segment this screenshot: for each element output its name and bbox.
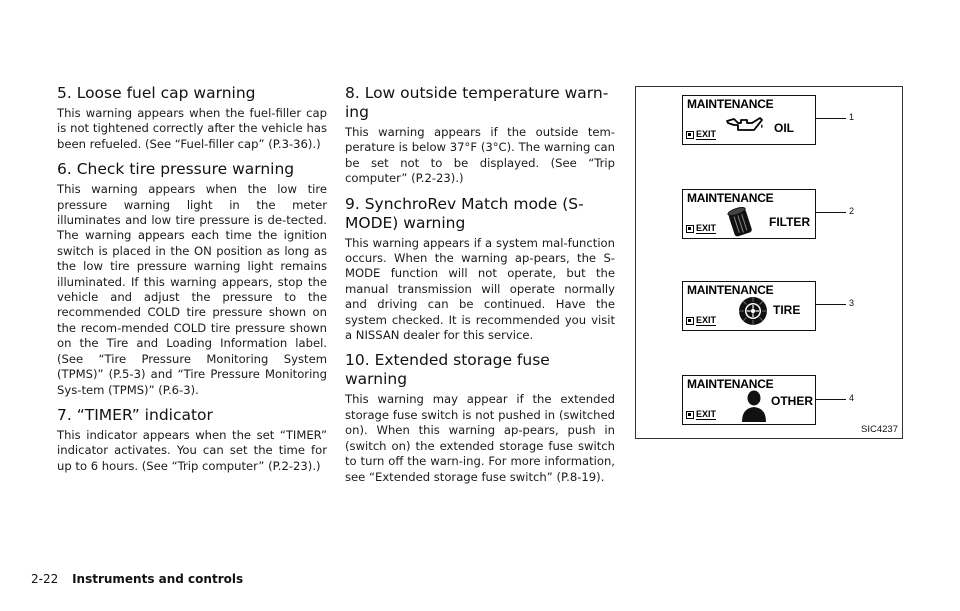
panel-label-other: OTHER xyxy=(771,394,813,408)
maintenance-panel-filter xyxy=(682,189,816,239)
panel-label-tire: TIRE xyxy=(773,303,801,317)
exit-indicator xyxy=(686,316,720,326)
section-7-body: This indicator appears when the set “TIMER” indicator activates. You can set the time for up to 6 hours. (See “Trip computer” (P.2-23).) xyxy=(57,427,327,473)
panel-label-oil: OIL xyxy=(774,121,794,135)
callout-number-3: 3 xyxy=(849,298,855,308)
section-8-body: This warning appears if the outside tem-perature is below 37°F (3°C). The warning can be set not to be displayed. (See “Trip computer” (P.2-23).) xyxy=(345,125,615,186)
exit-label: EXIT xyxy=(696,315,717,325)
page-number: 2-22 xyxy=(31,572,59,586)
exit-label: EXIT xyxy=(696,223,717,233)
section-9-body: This warning appears if a system mal-function occurs. When the warning ap-pears, the S-MODE function will not operate, but the manual transmission will operate normally and driving can be continued. Have the system checked. It is recommended you visit a NISSAN dealer for this service. xyxy=(345,235,615,343)
tire-icon xyxy=(738,296,768,330)
section-title: Instruments and controls xyxy=(72,572,244,586)
section-7-heading: 7. “TIMER” indicator xyxy=(57,405,213,424)
exit-label: EXIT xyxy=(696,409,717,419)
figure-id: SIC4237 xyxy=(861,424,898,435)
callout-line-3 xyxy=(816,304,846,305)
section-6-heading: 6. Check tire pressure warning xyxy=(57,160,295,179)
left-text-column xyxy=(57,84,327,482)
oil-can-icon xyxy=(725,114,765,138)
section-10-body: This warning may appear if the extended storage fuse switch is not pushed in (switched on). When this warning ap-pears, push in (switch on) the extended storage fuse switch to turn off the warn-ing. For more information, see “Extended storage fuse switch” (P.8-19). xyxy=(345,392,615,484)
oil-filter-icon xyxy=(727,205,753,242)
middle-text-column xyxy=(345,84,615,493)
section-5-body: This warning appears when the fuel-filler cap is not tightened correctly after the vehicle has been refueled. (See “Fuel-filler cap” (P.3-36).) xyxy=(57,106,327,151)
exit-label: EXIT xyxy=(696,129,717,139)
callout-number-1: 1 xyxy=(849,112,855,122)
panel-title: MAINTENANCE xyxy=(687,283,774,297)
section-8-heading: 8. Low outside temperature warn-ing xyxy=(345,84,609,121)
section-10-heading: 10. Extended storage fuse warning xyxy=(345,351,550,389)
page-footer xyxy=(31,572,243,586)
exit-indicator xyxy=(686,410,720,420)
section-6-body: This warning appears when the low tire pressure warning light in the meter illuminates and low tire pressure is de-tected. The warning appears each time the ignition switch is placed in the ON position as long as the low tire pressure warning light remains illuminated. If this warning appears, stop the vehicle and adjust the pressure to the recommended COLD tire pressure shown on the recom-mended COLD tire pressure shown on the Tire and Loading Information label. (See “Tire Pressure Monitoring System (TPMS)” (P.5-3) and “Tire Pressure Monitoring Sys-tem (TPMS)” (P.6-3). xyxy=(57,182,327,397)
exit-box-icon xyxy=(686,317,694,325)
panel-label-filter: FILTER xyxy=(769,215,811,229)
maintenance-display-figure xyxy=(635,86,903,439)
callout-line-2 xyxy=(816,212,846,213)
exit-box-icon xyxy=(686,225,694,233)
maintenance-panel-oil xyxy=(682,95,816,145)
exit-indicator xyxy=(686,224,720,234)
callout-number-4: 4 xyxy=(849,393,855,403)
panel-title: MAINTENANCE xyxy=(687,191,774,205)
callout-number-2: 2 xyxy=(849,206,855,216)
exit-box-icon xyxy=(686,411,694,419)
mechanic-person-icon xyxy=(741,390,767,426)
maintenance-panel-other xyxy=(682,375,816,425)
maintenance-panel-tire xyxy=(682,281,816,331)
section-5-heading: 5. Loose fuel cap warning xyxy=(57,84,256,102)
panel-title: MAINTENANCE xyxy=(687,377,774,391)
exit-indicator xyxy=(686,130,720,140)
exit-box-icon xyxy=(686,131,694,139)
section-9-heading: 9. SynchroRev Match mode (S-MODE) warning xyxy=(345,194,584,232)
callout-line-4 xyxy=(816,399,846,400)
panel-title: MAINTENANCE xyxy=(687,97,774,111)
callout-line-1 xyxy=(816,118,846,119)
